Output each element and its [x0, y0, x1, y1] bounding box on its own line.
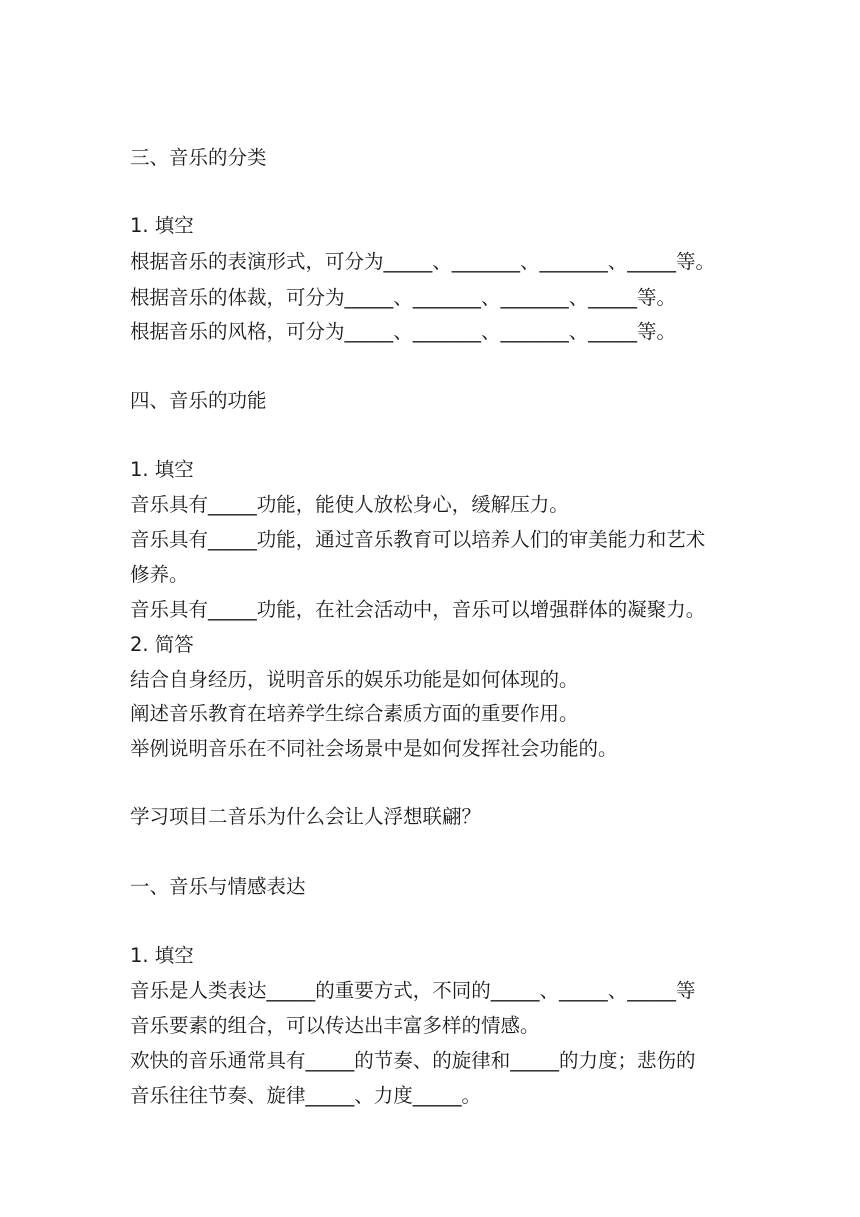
- short-answer-item: 结合自身经历，说明音乐的娱乐功能是如何体现的。: [130, 668, 579, 691]
- fill-in-title: 1. 填空: [130, 944, 194, 967]
- question-education-function-line1: 音乐具有_____功能，通过音乐教育可以培养人们的审美能力和艺术: [130, 528, 706, 551]
- question-emotion-line1: 音乐是人类表达_____的重要方式，不同的_____、_____、_____等: [130, 979, 696, 1002]
- question-performance-form: 根据音乐的表演形式，可分为_____、_______、_______、_____等。: [130, 250, 716, 273]
- question-happy-sad-line1: 欢快的音乐通常具有_____的节奏、的旋律和_____的力度；悲伤的: [130, 1049, 696, 1072]
- question-style: 根据音乐的风格，可分为_____、_______、_______、_____等。: [130, 320, 677, 343]
- fill-in-title: 1. 填空: [130, 458, 194, 481]
- section-heading-music-function: 四、音乐的功能: [130, 389, 267, 412]
- short-answer-item: 举例说明音乐在不同社会场景中是如何发挥社会功能的。: [130, 737, 618, 760]
- question-social-function: 音乐具有_____功能，在社会活动中，音乐可以增强群体的凝聚力。: [130, 598, 706, 621]
- fill-in-title: 1. 填空: [130, 214, 194, 237]
- question-education-function-line2: 修养。: [130, 563, 189, 586]
- project-title: 学习项目二音乐为什么会让人浮想联翩？: [130, 805, 482, 828]
- short-answer-title: 2. 简答: [130, 633, 194, 656]
- question-relax-function: 音乐具有_____功能，能使人放松身心，缓解压力。: [130, 493, 569, 516]
- question-happy-sad-line2: 音乐往往节奏、旋律_____、力度_____。: [130, 1084, 482, 1107]
- section-heading-music-classification: 三、音乐的分类: [130, 146, 267, 169]
- short-answer-item: 阐述音乐教育在培养学生综合素质方面的重要作用。: [130, 702, 579, 725]
- question-emotion-line2: 音乐要素的组合，可以传达出丰富多样的情感。: [130, 1014, 540, 1037]
- question-genre: 根据音乐的体裁，可分为_____、_______、_______、_____等。: [130, 286, 677, 309]
- section-heading-emotion: 一、音乐与情感表达: [130, 875, 306, 898]
